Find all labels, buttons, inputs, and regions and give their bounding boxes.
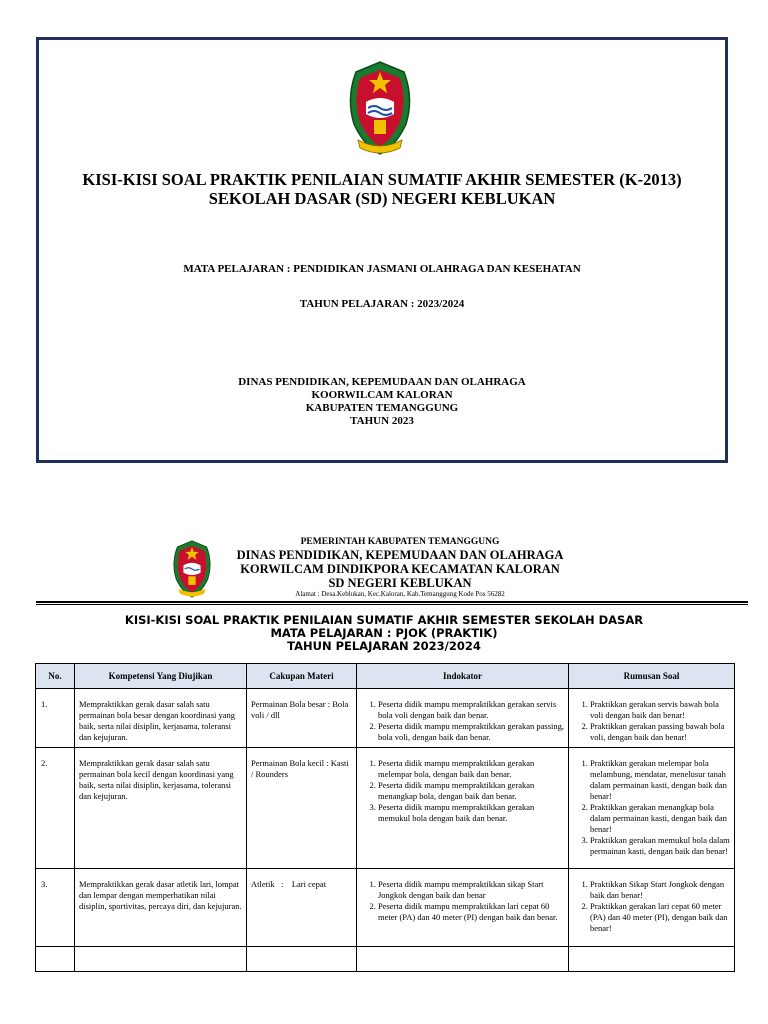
- list-item: 1. Praktikkan gerakan melempar bola melambung, mendatar, menelusur tanah dalam permainan kasti, dengan baik dan benar!: [590, 758, 731, 802]
- cell-materi: Permainan Bola besar : Bola voli / dll: [247, 689, 357, 748]
- letterhead-address: Alamat : Desa.Keblukan, Kec.Kaloran, Kab.Temanggung Kode Pos 56282: [295, 590, 505, 598]
- letterhead-rule-thin: [36, 604, 748, 605]
- letterhead-school: SD NEGERI KEBLUKAN: [328, 576, 472, 590]
- cell-kompetensi: Mempraktikkan gerak dasar salah satu permainan bola besar dengan koordinasi yang baik, serta nilai disiplin, kerjasama, toleransi dan kejujuran.: [75, 689, 247, 748]
- letterhead-government: PEMERINTAH KABUPATEN TEMANGGUNG: [300, 537, 500, 547]
- list-item: 2. Praktikkan gerakan menangkap bola dalam permainan kasti, dengan baik dan benar!: [590, 802, 731, 835]
- doc-title-line1: KISI-KISI SOAL PRAKTIK PENILAIAN SUMATIF AKHIR SEMESTER SEKOLAH DASAR: [124, 613, 644, 627]
- cover-year: TAHUN PELAJARAN : 2023/2024: [299, 298, 465, 310]
- cell-empty: [36, 947, 75, 972]
- header-materi: Cakupan Materi: [247, 664, 357, 689]
- temanggung-crest-icon: [344, 58, 416, 158]
- list-item: 1. Peserta didik mampu mempraktikkan gerakan melempar bola, dengan baik dan benar.: [378, 758, 565, 780]
- cell-indikator: [357, 869, 569, 947]
- cell-materi: [247, 869, 357, 947]
- cover-regency: KABUPATEN TEMANGGUNG: [305, 402, 459, 414]
- letterhead-rule: [36, 601, 748, 603]
- list-item: 2. Praktikkan gerakan passing bawah bola voli, dengan baik dan benar!: [590, 721, 731, 743]
- cover-box: [36, 37, 728, 463]
- cell-empty: [357, 947, 569, 972]
- list-item: 1. Praktikkan Sikap Start Jongkok dengan baik dan benar!: [590, 879, 731, 901]
- header-kompetensi: Kompetensi Yang Diujikan: [75, 664, 247, 689]
- cover-title-line1: KISI-KISI SOAL PRAKTIK PENILAIAN SUMATIF AKHIR SEMESTER (K-2013): [82, 170, 682, 189]
- cell-empty: [75, 947, 247, 972]
- cell-indikator: [357, 689, 569, 748]
- materi-text: Atletik : Lari cepat: [251, 879, 327, 889]
- cell-kompetensi: Mempraktikkan gerak dasar atletik lari, lompat dan lempar dengan memperhatikan nilai disiplin, sportivitas, percaya diri, dan kejujuran.: [75, 869, 247, 947]
- table-header-row: [36, 664, 735, 689]
- cell-materi: Permainan Bola kecil : Kasti / Rounders: [247, 748, 357, 869]
- header-no: No.: [36, 664, 75, 689]
- list-item: 1. Peserta didik mampu mempraktikkan gerakan servis bola voli dengan baik dan benar.: [378, 699, 565, 721]
- doc-title-line3: TAHUN PELAJARAN 2023/2024: [287, 639, 481, 653]
- list-item: 1. Praktikkan gerakan servis bawah bola voli dengan baik dan benar!: [590, 699, 731, 721]
- table-row: [36, 689, 735, 748]
- letterhead-agency: DINAS PENDIDIKAN, KEPEMUDAAN DAN OLAHRAGA: [236, 548, 564, 562]
- list-item: 3. Peserta didik mampu mempraktikkan gerakan memukul bola dengan baik dan benar.: [378, 802, 565, 824]
- list-item: 2. Peserta didik mampu mempraktikkan gerakan menangkap bola, dengan baik dan benar.: [378, 780, 565, 802]
- cover-subject: MATA PELAJARAN : PENDIDIKAN JASMANI OLAHRAGA DAN KESEHATAN: [183, 263, 581, 275]
- cell-soal: [569, 689, 735, 748]
- letterhead-korwilcam: KORWILCAM DINDIKPORA KECAMATAN KALORAN: [240, 562, 560, 576]
- list-item: 2. Peserta didik mampu mempraktikkan lari cepat 60 meter (PA) dan 40 meter (PI) dengan baik dan benar.: [378, 901, 565, 923]
- header-indikator: Indokator: [357, 664, 569, 689]
- doc-title-line2: MATA PELAJARAN : PJOK (PRAKTIK): [270, 626, 498, 640]
- table-row: [36, 748, 735, 869]
- list-item: 2. Praktikkan gerakan lari cepat 60 meter (PA) dan 40 meter (PI), dengan baik dan benar!: [590, 901, 731, 934]
- cell-indikator: [357, 748, 569, 869]
- list-item: 2. Peserta didik mampu mempraktikkan gerakan passing, bola voli, dengan baik dan benar.: [378, 721, 565, 743]
- cover-title-line2: SEKOLAH DASAR (SD) NEGERI KEBLUKAN: [208, 189, 556, 208]
- cell-empty: [247, 947, 357, 972]
- cover-tahun: TAHUN 2023: [350, 415, 414, 427]
- table-row: [36, 869, 735, 947]
- table-row-empty: [36, 947, 735, 972]
- header-soal: Rumusan Soal: [569, 664, 735, 689]
- cell-empty: [569, 947, 735, 972]
- cover-korwil: KOORWILCAM KALORAN: [311, 389, 453, 401]
- list-item: 3. Praktikkan gerakan memukul bola dalam permainan kasti, dengan baik dan benar!: [590, 835, 731, 857]
- cell-no: 1.: [36, 689, 75, 748]
- cell-no: 2.: [36, 748, 75, 869]
- cell-kompetensi: Mempraktikkan gerak dasar salah satu permainan bola kecil dengan koordinasi yang baik, serta nilai disiplin, kerjasama, toleransi dan kejujuran.: [75, 748, 247, 869]
- cover-agency: DINAS PENDIDIKAN, KEPEMUDAAN DAN OLAHRAGA: [238, 376, 526, 388]
- cell-soal: [569, 748, 735, 869]
- cell-soal: [569, 869, 735, 947]
- list-item: 1. Peserta didik mampu mempraktikkan sikap Start Jongkok dengan baik dan benar: [378, 879, 565, 901]
- cover-title: [39, 170, 725, 208]
- kisi-kisi-table: [35, 663, 735, 972]
- cell-no: 3.: [36, 869, 75, 947]
